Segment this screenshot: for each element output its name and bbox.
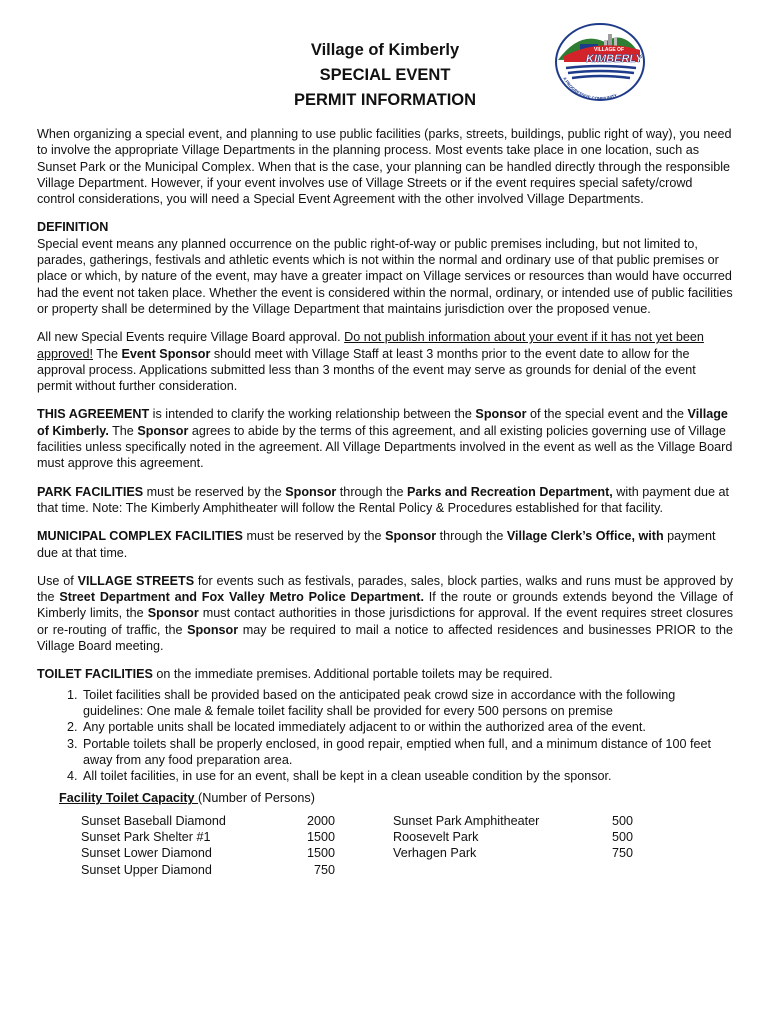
definition-section <box>37 219 733 317</box>
agreement-heading: THIS AGREEMENT <box>37 407 150 422</box>
facility-capacity <box>593 862 633 878</box>
streets-text-1: Use of <box>37 573 78 588</box>
agreement-text-3: The <box>108 423 138 438</box>
title-special-event: SPECIAL EVENT <box>319 66 451 84</box>
facility-name: Sunset Upper Diamond <box>81 862 212 877</box>
streets-heading: VILLAGE STREETS <box>77 573 195 588</box>
park-department: Parks and Recreation Department, <box>407 484 613 499</box>
municipal-text-1: must be reserved by the <box>242 529 386 544</box>
agreement-sponsor-2: Sponsor <box>137 423 189 438</box>
facility-capacity: 500 <box>611 813 633 828</box>
facility-capacity: 750 <box>313 862 335 877</box>
facility-name <box>393 862 593 878</box>
municipal-paragraph <box>37 528 733 561</box>
table-row <box>81 845 633 861</box>
toilet-paragraph <box>37 666 733 682</box>
approval-paragraph <box>37 329 733 394</box>
park-sponsor: Sponsor <box>285 484 337 499</box>
logo-text-ring: A PROGRESSIVE COMMUNITY <box>562 76 618 102</box>
capacity-subheading: (Number of Persons) <box>198 791 315 806</box>
facility-capacity: 2000 <box>306 813 335 828</box>
park-text-3: with payment due at that time. Note: The Kimberly Amphitheater will follow the Rental Policy & Procedures established for that facility. <box>37 484 730 515</box>
agreement-text-2: of the special event and the <box>526 407 688 422</box>
facility-name: Sunset Park Amphitheater <box>393 813 540 828</box>
streets-text-4: must contact authorities in those jurisdictions for approval. If the event requires street closures or re-routing of traffic, the <box>37 606 734 637</box>
streets-sponsor-2: Sponsor <box>187 622 239 637</box>
streets-paragraph <box>37 573 733 654</box>
logo-text-main: KIMBERLY <box>586 53 643 65</box>
definition-text: Special event means any planned occurrence on the public right-of-way or public premises including, but not limited to, parades, gatherings, festivals and athletic events which is not within the normal and ordinary use of that public premises or place or which, by nature of the event, may have a greater impact on Village services or resources than would have occurred had the event not taken place. Whether the event is considered within the normal, ordinary, or intended use of public facilities or property shall be determined by the Village Department that maintains jurisdiction over the proposed venue. <box>37 236 733 316</box>
streets-text-3: If the route or grounds extends beyond the Village of Kimberly limits, the <box>37 590 733 621</box>
toilet-guidelines-list <box>37 687 733 785</box>
table-row <box>81 829 633 845</box>
park-text-1: must be reserved by the <box>143 484 286 499</box>
list-item: 1. Toilet facilities shall be provided based on the anticipated peak crowd size in accordance with the following guidelines: One male & female toilet facility shall be provided for every 500 persons on premise <box>81 687 733 720</box>
agreement-text-1: is intended to clarify the working relationship between the <box>149 407 476 422</box>
agreement-sponsor-1: Sponsor <box>475 407 527 422</box>
park-paragraph <box>37 484 733 517</box>
facility-capacity: 500 <box>611 829 633 844</box>
municipal-sponsor: Sponsor <box>385 529 437 544</box>
agreement-text-4: agrees to abide by the terms of this agreement, and all existing policies governing use of Village facilities unless specifically noted in the agreement. All Village Departments involved in the event as well as the Village Board must approve this agreement. <box>37 423 733 471</box>
list-item: 3. Portable toilets shall be properly enclosed, in good repair, emptied when full, and a minimum distance of 100 feet away from any food preparation area. <box>81 736 733 769</box>
logo-text-top: VILLAGE OF <box>594 47 624 53</box>
facility-name: Roosevelt Park <box>393 829 479 844</box>
facility-name: Verhagen Park <box>393 846 477 861</box>
approval-text-1: All new Special Events require Village Board approval. <box>37 330 345 345</box>
intro-paragraph: When organizing a special event, and planning to use public facilities (parks, streets, buildings, public right of way), you need to involve the appropriate Village Departments in the planning process. Most events take place in one location, such as Sunset Park or the Municipal Complex. When that is the case, your planning can be handled directly through the responsible Village Department. However, if your event involves use of Village Streets or if the event requires special safety/crowd control considerations, you will need a Special Event Agreement with the other involved Village Departments. <box>37 127 732 207</box>
table-row <box>81 862 633 878</box>
village-logo <box>550 20 650 104</box>
facility-capacity: 750 <box>611 846 633 861</box>
capacity-table <box>81 813 633 878</box>
facility-name: Sunset Park Shelter #1 <box>81 829 211 844</box>
toilet-heading: TOILET FACILITIES <box>37 667 153 682</box>
approval-event-sponsor: Event Sponsor <box>121 346 211 361</box>
approval-warning: Do not publish information about your event if it has not yet been approved! <box>37 330 704 361</box>
toilet-text: on the immediate premises. Additional portable toilets may be required. <box>152 667 553 682</box>
municipal-text-3: payment due at that time. <box>37 529 716 560</box>
capacity-heading: Facility Toilet Capacity <box>59 791 199 806</box>
agreement-paragraph <box>37 406 733 471</box>
list-item: 2. Any portable units shall be located immediately adjacent to or within the authorized area of the event. <box>81 719 733 735</box>
approval-text-5: should meet with Village Staff at least 3 months prior to the event date to allow for the approval process. Applications submitted less than 3 months of the event may serve as grounds for denial of the event permit without further consideration. <box>37 346 696 394</box>
park-text-2: through the <box>336 484 408 499</box>
table-row <box>81 813 633 829</box>
title-village: Village of Kimberly <box>310 41 460 59</box>
municipal-text-2: through the <box>436 529 507 544</box>
approval-text-3: The <box>93 346 122 361</box>
title-permit-information: PERMIT INFORMATION <box>293 91 477 109</box>
park-heading: PARK FACILITIES <box>37 484 144 499</box>
streets-text-5: may be required to mail a notice to affected residences and businesses PRIOR to the Village Board meeting. <box>37 622 733 654</box>
list-item: 4. All toilet facilities, in use for an event, shall be kept in a clean useable condition by the sponsor. <box>81 768 733 784</box>
municipal-heading: MUNICIPAL COMPLEX FACILITIES <box>37 529 243 544</box>
streets-text-2: for events such as festivals, parades, sales, block parties, walks and runs must be approved by the <box>37 573 733 605</box>
capacity-heading-line <box>59 790 733 806</box>
facility-name: Sunset Lower Diamond <box>81 846 212 861</box>
definition-heading: DEFINITION <box>37 220 109 235</box>
municipal-clerk-office: Village Clerk’s Office, with <box>506 529 664 544</box>
streets-departments: Street Department and Fox Valley Metro Police Department. <box>59 590 424 605</box>
facility-capacity: 1500 <box>306 829 335 844</box>
streets-sponsor-1: Sponsor <box>147 606 199 621</box>
agreement-village: Village of Kimberly. <box>37 407 728 438</box>
document-header <box>0 38 770 113</box>
facility-name: Sunset Baseball Diamond <box>81 813 226 828</box>
facility-capacity: 1500 <box>306 846 335 861</box>
document-body <box>37 126 733 878</box>
